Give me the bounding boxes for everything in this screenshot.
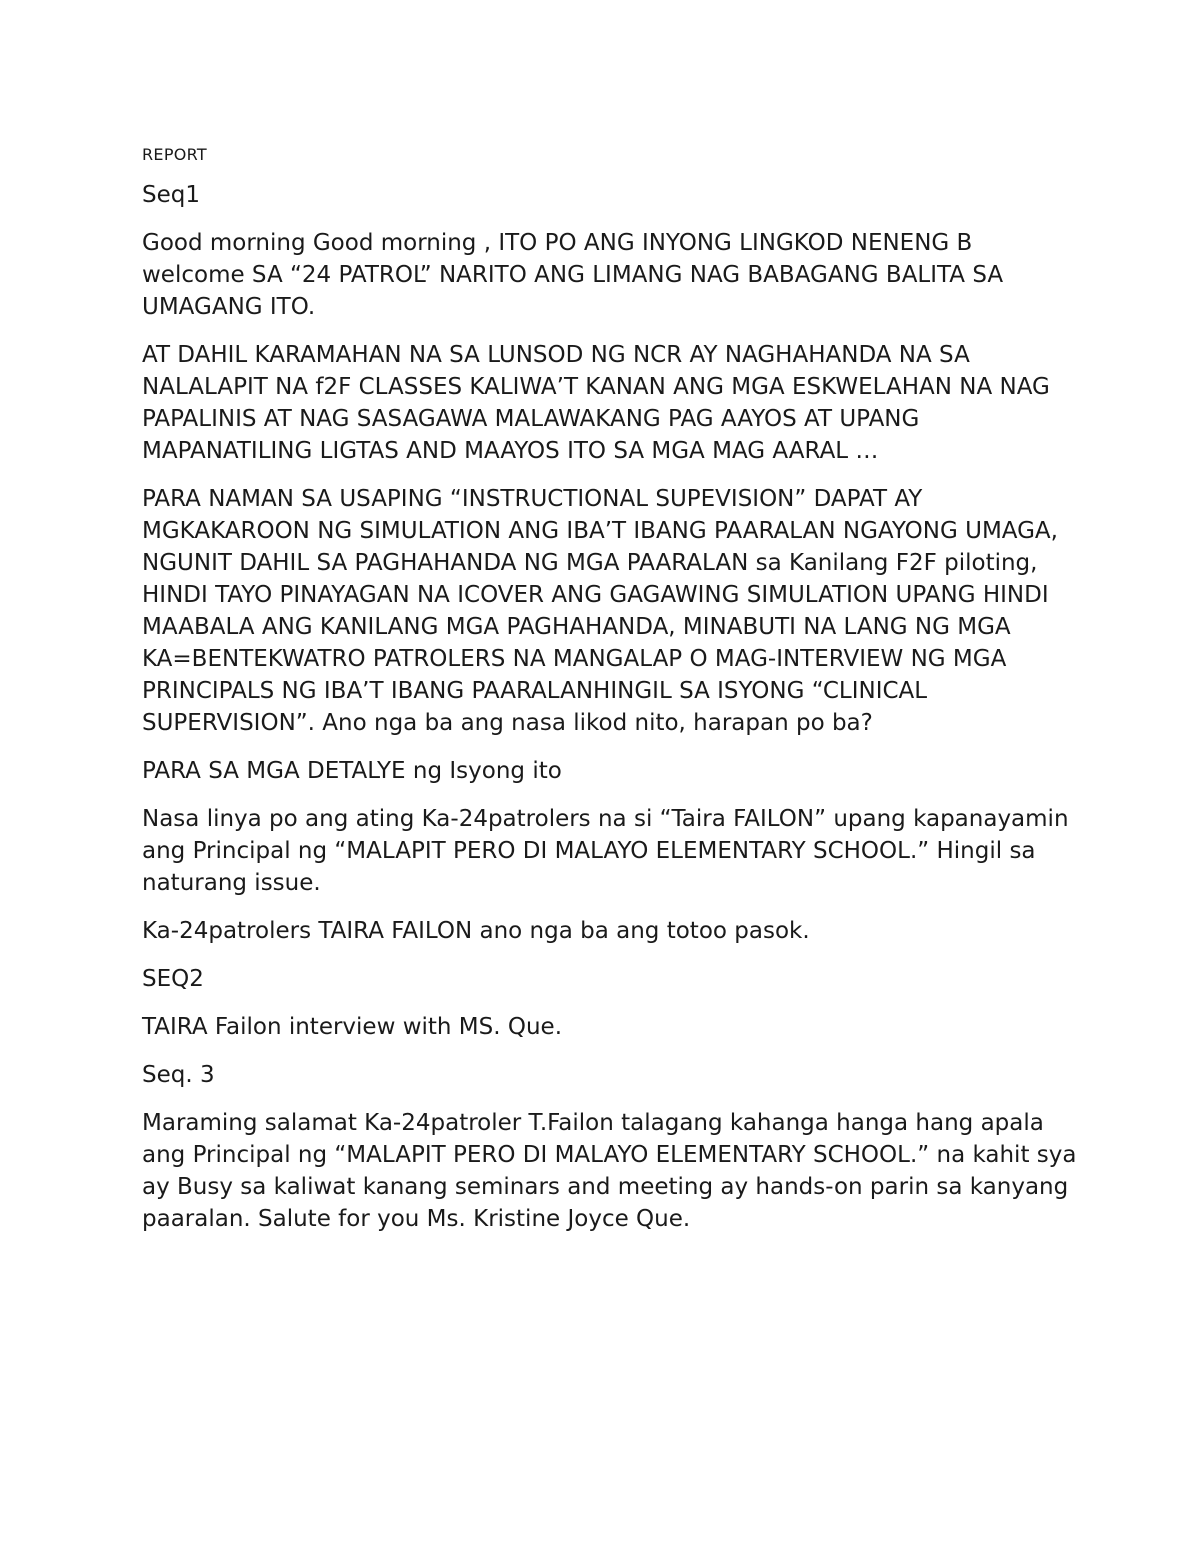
paragraph-reporter-intro: Nasa linya po ang ating Ka-24patrolers na si “Taira FAILON” upang kapanayamin ang Principal ng “MALAPIT PERO DI MALAYO ELEMENTARY SCHOOL.” Hingil sa naturang issue. bbox=[142, 806, 1069, 896]
paragraph-seq1-heading: Seq1 bbox=[142, 182, 200, 208]
paragraph-instructional-supervision: PARA NAMAN SA USAPING “INSTRUCTIONAL SUPEVISION” DAPAT AY MGKAKAROON NG SIMULATION ANG IBA’T IBANG PAARALAN NGAYONG UMAGA, NGUNIT DAHIL SA PAGHAHANDA NG MGA PAARALAN sa Kanilang F2F piloting, HINDI TAYO PINAYAGAN NA ICOVER ANG GAGAWING SIMULATION UPANG HINDI MAABALA ANG KANILANG MGA PAGHAHANDA, MINABUTI NA LANG NG MGA KA=BENTEKWATRO PATROLERS NA MANGALAP O MAG-INTERVIEW NG MGA PRINCIPALS NG IBA’T IBANG PAARALANHINGIL SA ISYONG “CLINICAL SUPERVISION”. Ano nga ba ang nasa likod nito, harapan po ba? bbox=[142, 486, 1058, 736]
paragraph-ncr-news: AT DAHIL KARAMAHAN NA SA LUNSOD NG NCR AY NAGHAHANDA NA SA NALALAPIT NA f2F CLASSES KALIWA’T KANAN ANG MGA ESKWELAHAN NA NAG PAPALINIS AT NAG SASAGAWA MALAWAKANG PAG AAYOS AT UPANG MAPANATILING LIGTAS AND MAAYOS ITO SA MGA MAG AARAL … bbox=[142, 342, 1050, 464]
paragraph-seq3-heading: Seq. 3 bbox=[142, 1062, 215, 1088]
paragraph-handoff: Ka-24patrolers TAIRA FAILON ano nga ba ang totoo pasok. bbox=[142, 918, 810, 944]
paragraph-details-intro: PARA SA MGA DETALYE ng Isyong ito bbox=[142, 758, 562, 784]
paragraph-greeting: Good morning Good morning , ITO PO ANG INYONG LINGKOD NENENG B welcome SA “24 PATROL” NARITO ANG LIMANG NAG BABAGANG BALITA SA UMAGANG ITO. bbox=[142, 230, 1004, 320]
document-label: REPORT bbox=[142, 145, 207, 164]
paragraph-interview: TAIRA Failon interview with MS. Que. bbox=[142, 1014, 563, 1040]
paragraph-closing: Maraming salamat Ka-24patroler T.Failon talagang kahanga hanga hang apala ang Principal ng “MALAPIT PERO DI MALAYO ELEMENTARY SCHOOL.” na kahit sya ay Busy sa kaliwat kanang seminars and meeting ay hands-on parin sa kanyang paaralan. Salute for you Ms. Kristine Joyce Que. bbox=[142, 1110, 1077, 1232]
paragraph-seq2-heading: SEQ2 bbox=[142, 966, 204, 992]
